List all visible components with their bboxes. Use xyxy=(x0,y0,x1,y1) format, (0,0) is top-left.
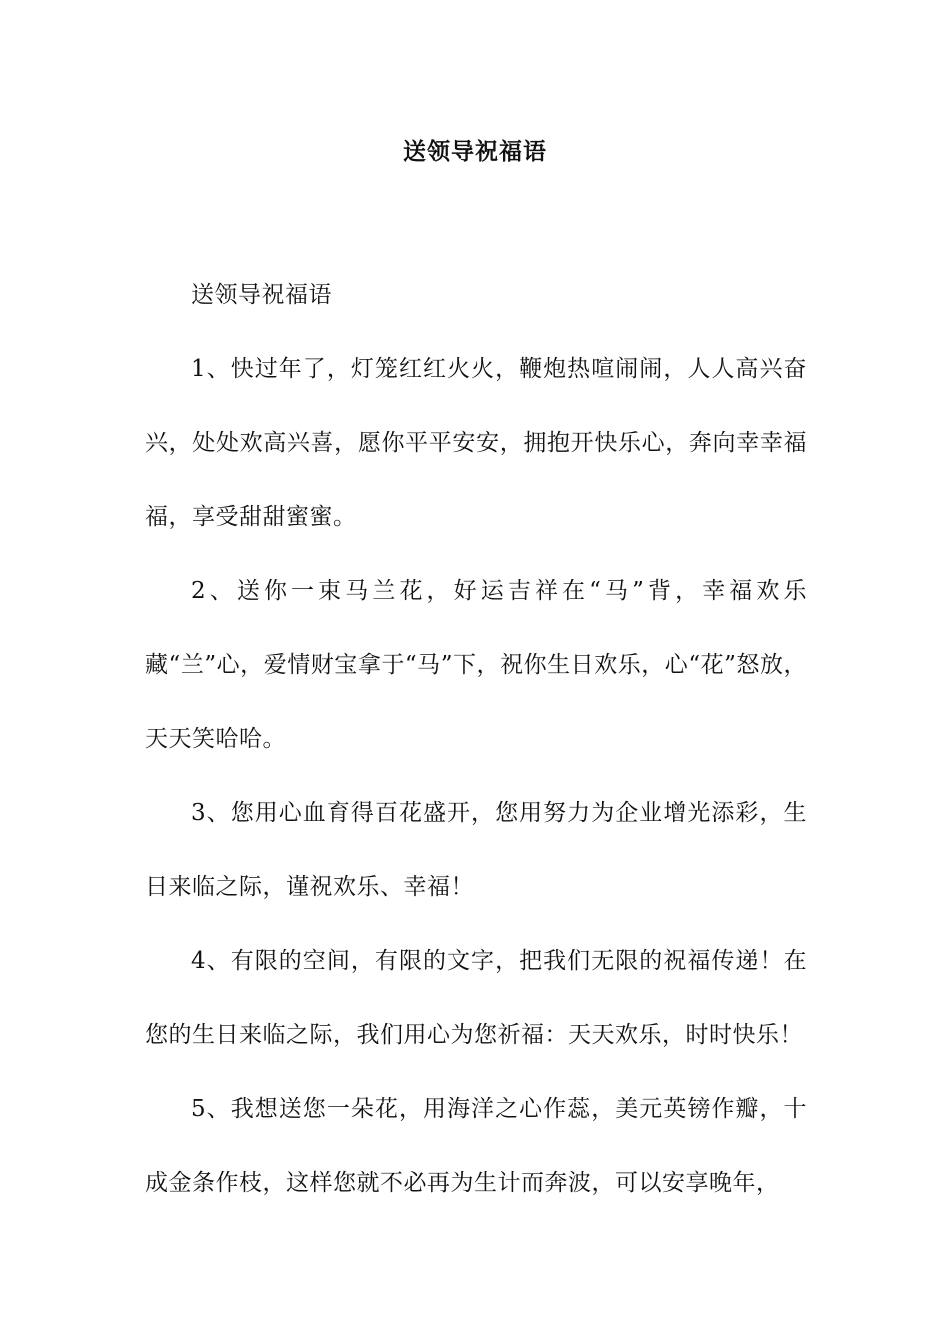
blessing-paragraph-5: 5、我想送您一朵花，用海洋之心作蕊，美元英镑作瓣，十成金条作枝，这样您就不必再为生计而奔波，可以安享晚年， xyxy=(145,1096,807,1196)
document-body xyxy=(145,258,807,1220)
blessing-paragraph-2: 2、送你一束马兰花，好运吉祥在“马”背，幸福欢乐藏“兰”心，爱情财宝拿于“马”下，祝你生日欢乐，心“花”怒放，天天笑哈哈。 xyxy=(145,578,807,752)
blessing-paragraph-1: 1、快过年了，灯笼红红火火，鞭炮热喧闹闹，人人高兴奋兴，处处欢高兴喜，愿你平平安安，拥抱开快乐心，奔向幸幸福福，享受甜甜蜜蜜。 xyxy=(145,356,807,530)
blessing-paragraph-4: 4、有限的空间，有限的文字，把我们无限的祝福传递！在您的生日来临之际，我们用心为您祈福：天天欢乐，时时快乐！ xyxy=(145,948,807,1048)
blessing-paragraph-3: 3、您用心血育得百花盛开，您用努力为企业增光添彩，生日来临之际，谨祝欢乐、幸福！ xyxy=(145,800,807,900)
document-title: 送领导祝福语 xyxy=(403,138,547,165)
subtitle-paragraph: 送领导祝福语 xyxy=(191,282,332,308)
